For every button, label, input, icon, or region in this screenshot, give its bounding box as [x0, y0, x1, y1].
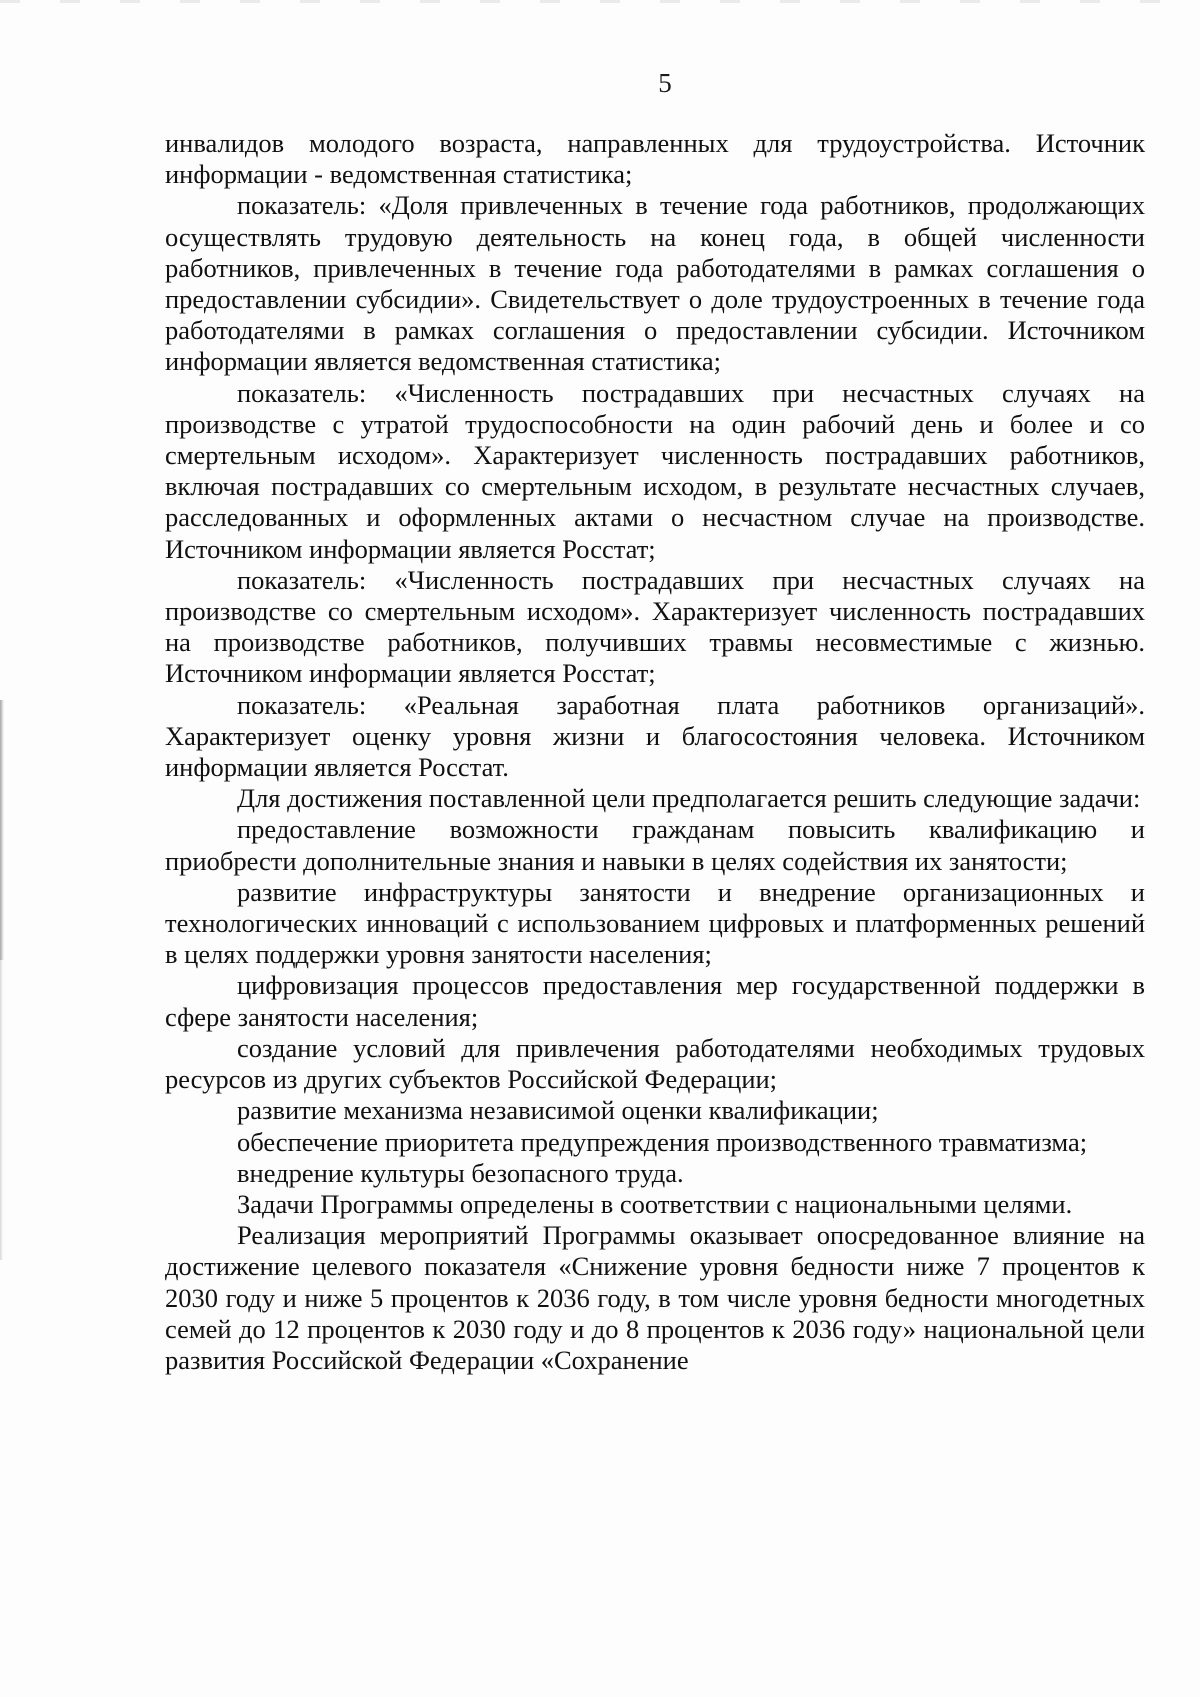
paragraph: Задачи Программы определены в соответствии с национальными целями.	[237, 1188, 1073, 1219]
paragraph: развитие инфраструктуры занятости и внедрение организационных и технологических инноваций с использованием цифровых и платформенных решений в целях поддержки уровня занятости населения;	[165, 876, 1145, 970]
paragraph: показатель: «Реальная заработная плата работников организаций». Характеризует оценку уровня жизни и благосостояния человека. Источником информации является Росстат.	[165, 689, 1145, 783]
scan-artifact-left-edge-lower	[0, 960, 3, 1260]
paragraph: Реализация мероприятий Программы оказывает опосредованное влияние на достижение целевого показателя «Снижение уровня бедности ниже 7 процентов к 2030 году и ниже 5 процентов к 2036 году, в том числе уровня бедности многодетных семей до 12 процентов к 2030 году и до 8 процентов к 2036 году» национальной цели развития Российской Федерации «Сохранение	[165, 1220, 1145, 1375]
scan-artifact-top	[0, 0, 1200, 3]
paragraph: цифровизация процессов предоставления мер государственной поддержки в сфере занятости населения;	[165, 970, 1145, 1032]
paragraph: показатель: «Численность пострадавших при несчастных случаях на производстве с утратой трудоспособности на один рабочий день и более и со смертельным исходом». Характеризует численность пострадавших работников, включая пострадавших со смертельным исходом, в результате несчастных случаев, расследованных и оформленных актами о несчастном случае на производстве. Источником информации является Росстат;	[165, 377, 1145, 564]
paragraph: показатель: «Доля привлеченных в течение года работников, продолжающих осуществлять трудовую деятельность на конец года, в общей численности работников, привлеченных в течение года работодателями в рамках соглашения о предоставлении субсидии». Свидетельствует о доле трудоустроенных в течение года работодателями в рамках соглашения о предоставлении субсидии. Источником информации является ведомственная статистика;	[165, 190, 1145, 377]
paragraph: обеспечение приоритета предупреждения производственного травматизма;	[237, 1126, 1088, 1157]
paragraph: внедрение культуры безопасного труда.	[237, 1157, 684, 1188]
paragraph: инвалидов молодого возраста, направленных для трудоустройства. Источник информации - ведомственная статистика;	[165, 128, 1145, 190]
paragraph: показатель: «Численность пострадавших при несчастных случаях на производстве со смертельным исходом». Характеризует численность пострадавших на производстве работников, получивших травмы несовместимые с жизнью. Источником информации является Росстат;	[165, 564, 1145, 689]
paragraph: Для достижения поставленной цели предполагается решить следующие задачи:	[237, 783, 1141, 814]
paragraph: предоставление возможности гражданам повысить квалификацию и приобрести дополнительные знания и навыки в целях содействия их занятости;	[165, 814, 1145, 876]
paragraph: создание условий для привлечения работодателями необходимых трудовых ресурсов из других субъектов Российской Федерации;	[165, 1032, 1145, 1095]
document-body	[165, 128, 1145, 1376]
page-number: 5	[658, 68, 672, 98]
scan-artifact-left-edge	[0, 700, 4, 960]
paragraph: развитие механизма независимой оценки квалификации;	[237, 1095, 879, 1126]
